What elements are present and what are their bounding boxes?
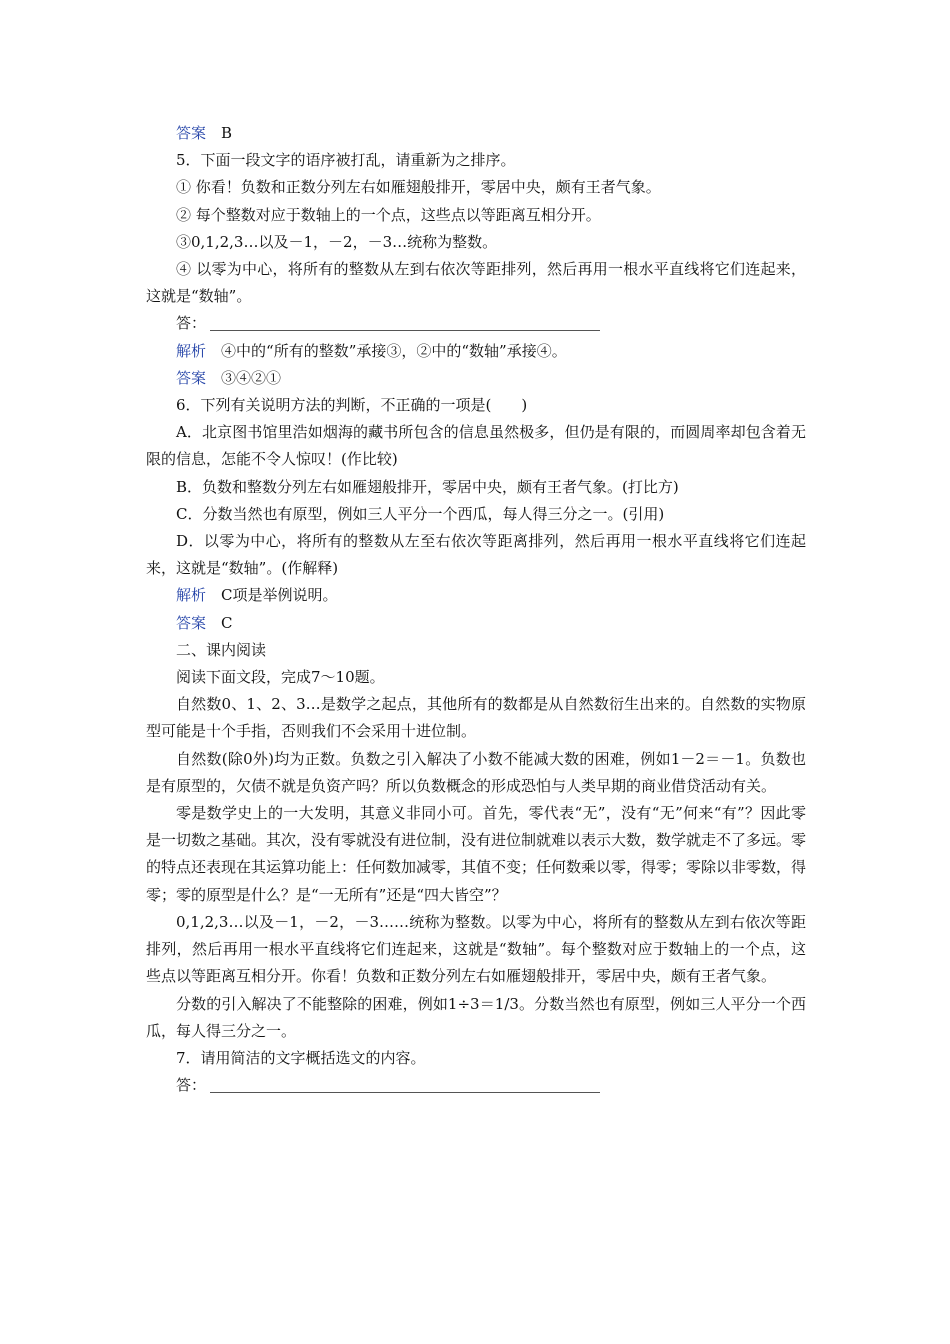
paragraph-text: ④ 以零为中心，将所有的整数从左到右依次等距排列，然后再用一根水平直线将它们连起来，这就是“数轴”。 xyxy=(146,260,806,306)
paragraph xyxy=(146,909,806,991)
analysis-line xyxy=(146,582,806,609)
paragraph-text: ③0,1,2,3…以及－1，－2，－3…统称为整数。 xyxy=(176,232,498,251)
paragraph-text: 6．下列有关说明方法的判断，不正确的一项是( ) xyxy=(176,396,528,415)
answer-prompt: 答： xyxy=(176,1076,207,1095)
answer-blank xyxy=(146,1072,806,1099)
paragraph xyxy=(146,800,806,909)
document-page xyxy=(146,120,806,1099)
analysis-label: 解析 xyxy=(176,341,207,360)
answer-line xyxy=(146,120,806,147)
labeled-text: ③④②① xyxy=(221,368,282,387)
labeled-text: C项是举例说明。 xyxy=(221,586,338,605)
paragraph xyxy=(146,637,806,664)
paragraph-text: 5．下面一段文字的语序被打乱，请重新为之排序。 xyxy=(176,151,516,170)
paragraph-text: A．北京图书馆里浩如烟海的藏书所包含的信息虽然极多，但仍是有限的，而圆周率却包含着无限的信息，怎能不令人惊叹！(作比较) xyxy=(146,423,806,469)
paragraph-text: C．分数当然也有原型，例如三人平分一个西瓜，每人得三分之一。(引用) xyxy=(176,504,665,523)
paragraph xyxy=(146,256,806,310)
paragraph xyxy=(146,1045,806,1072)
paragraph-text: 阅读下面文段，完成7～10题。 xyxy=(176,668,385,687)
answer-blank-line[interactable] xyxy=(210,1074,600,1093)
paragraph-text: 分数的引入解决了不能整除的困难，例如1÷3＝1/3。分数当然也有原型，例如三人平分一个西瓜，每人得三分之一。 xyxy=(146,994,806,1040)
paragraph xyxy=(146,691,806,745)
answer-line xyxy=(146,610,806,637)
answer-line xyxy=(146,365,806,392)
paragraph-text: 7．请用简洁的文字概括选文的内容。 xyxy=(176,1048,426,1067)
paragraph xyxy=(146,474,806,501)
paragraph xyxy=(146,419,806,473)
paragraph xyxy=(146,174,806,201)
paragraph-text: ① 你看！负数和正数分列左右如雁翅般排开，零居中央，颇有王者气象。 xyxy=(176,178,661,197)
paragraph xyxy=(146,991,806,1045)
paragraph xyxy=(146,202,806,229)
answer-blank xyxy=(146,310,806,337)
answer-label: 答案 xyxy=(176,124,207,142)
answer-blank-line[interactable] xyxy=(210,312,600,331)
answer-label: 答案 xyxy=(176,368,207,387)
labeled-text: C xyxy=(221,613,233,632)
paragraph xyxy=(146,501,806,528)
paragraph xyxy=(146,392,806,419)
paragraph-text: 0,1,2,3…以及－1，－2，－3……统称为整数。以零为中心，将所有的整数从左到右依次等距排列，然后再用一根水平直线将它们连起来，这就是“数轴”。每个整数对应于数轴上的一个点，这些点以等距离互相分开。你看！负数和正数分列左右如雁翅般排开，零居中央，颇有王者气象。 xyxy=(146,912,806,986)
paragraph-text: D．以零为中心，将所有的整数从左至右依次等距离排列，然后再用一根水平直线将它们连起来，这就是“数轴”。(作解释) xyxy=(146,532,806,578)
paragraph xyxy=(146,664,806,691)
labeled-text: ④中的“所有的整数”承接③，②中的“数轴”承接④。 xyxy=(221,341,567,360)
analysis-label: 解析 xyxy=(176,586,207,605)
analysis-line xyxy=(146,338,806,365)
labeled-text: B xyxy=(221,124,233,142)
paragraph-text: 零是数学史上的一大发明，其意义非同小可。首先，零代表“无”，没有“无”何来“有”？因此零是一切数之基础。其次，没有零就没有进位制，没有进位制就难以表示大数，数学就走不了多远。零的特点还表现在其运算功能上：任何数加减零，其值不变；任何数乘以零，得零；零除以非零数，得零；零的原型是什么？是“一无所有”还是“四大皆空”？ xyxy=(146,804,807,904)
answer-prompt: 答： xyxy=(176,314,207,333)
paragraph-text: 自然数0、1、2、3…是数学之起点，其他所有的数都是从自然数衍生出来的。自然数的实物原型可能是十个手指，否则我们不会采用十进位制。 xyxy=(146,695,806,741)
paragraph-text: 二、课内阅读 xyxy=(176,640,267,659)
paragraph xyxy=(146,229,806,256)
paragraph xyxy=(146,528,806,582)
answer-label: 答案 xyxy=(176,613,207,632)
paragraph-text: ② 每个整数对应于数轴上的一个点，这些点以等距离互相分开。 xyxy=(176,205,601,224)
paragraph-text: B．负数和整数分列左右如雁翅般排开，零居中央，颇有王者气象。(打比方) xyxy=(176,477,679,496)
paragraph-text: 自然数(除0外)均为正数。负数之引入解决了小数不能减大数的困难，例如1－2＝－1。负数也是有原型的，欠债不就是负资产吗？所以负数概念的形成恐怕与人类早期的商业借贷活动有关。 xyxy=(146,749,806,795)
paragraph xyxy=(146,147,806,174)
paragraph xyxy=(146,746,806,800)
